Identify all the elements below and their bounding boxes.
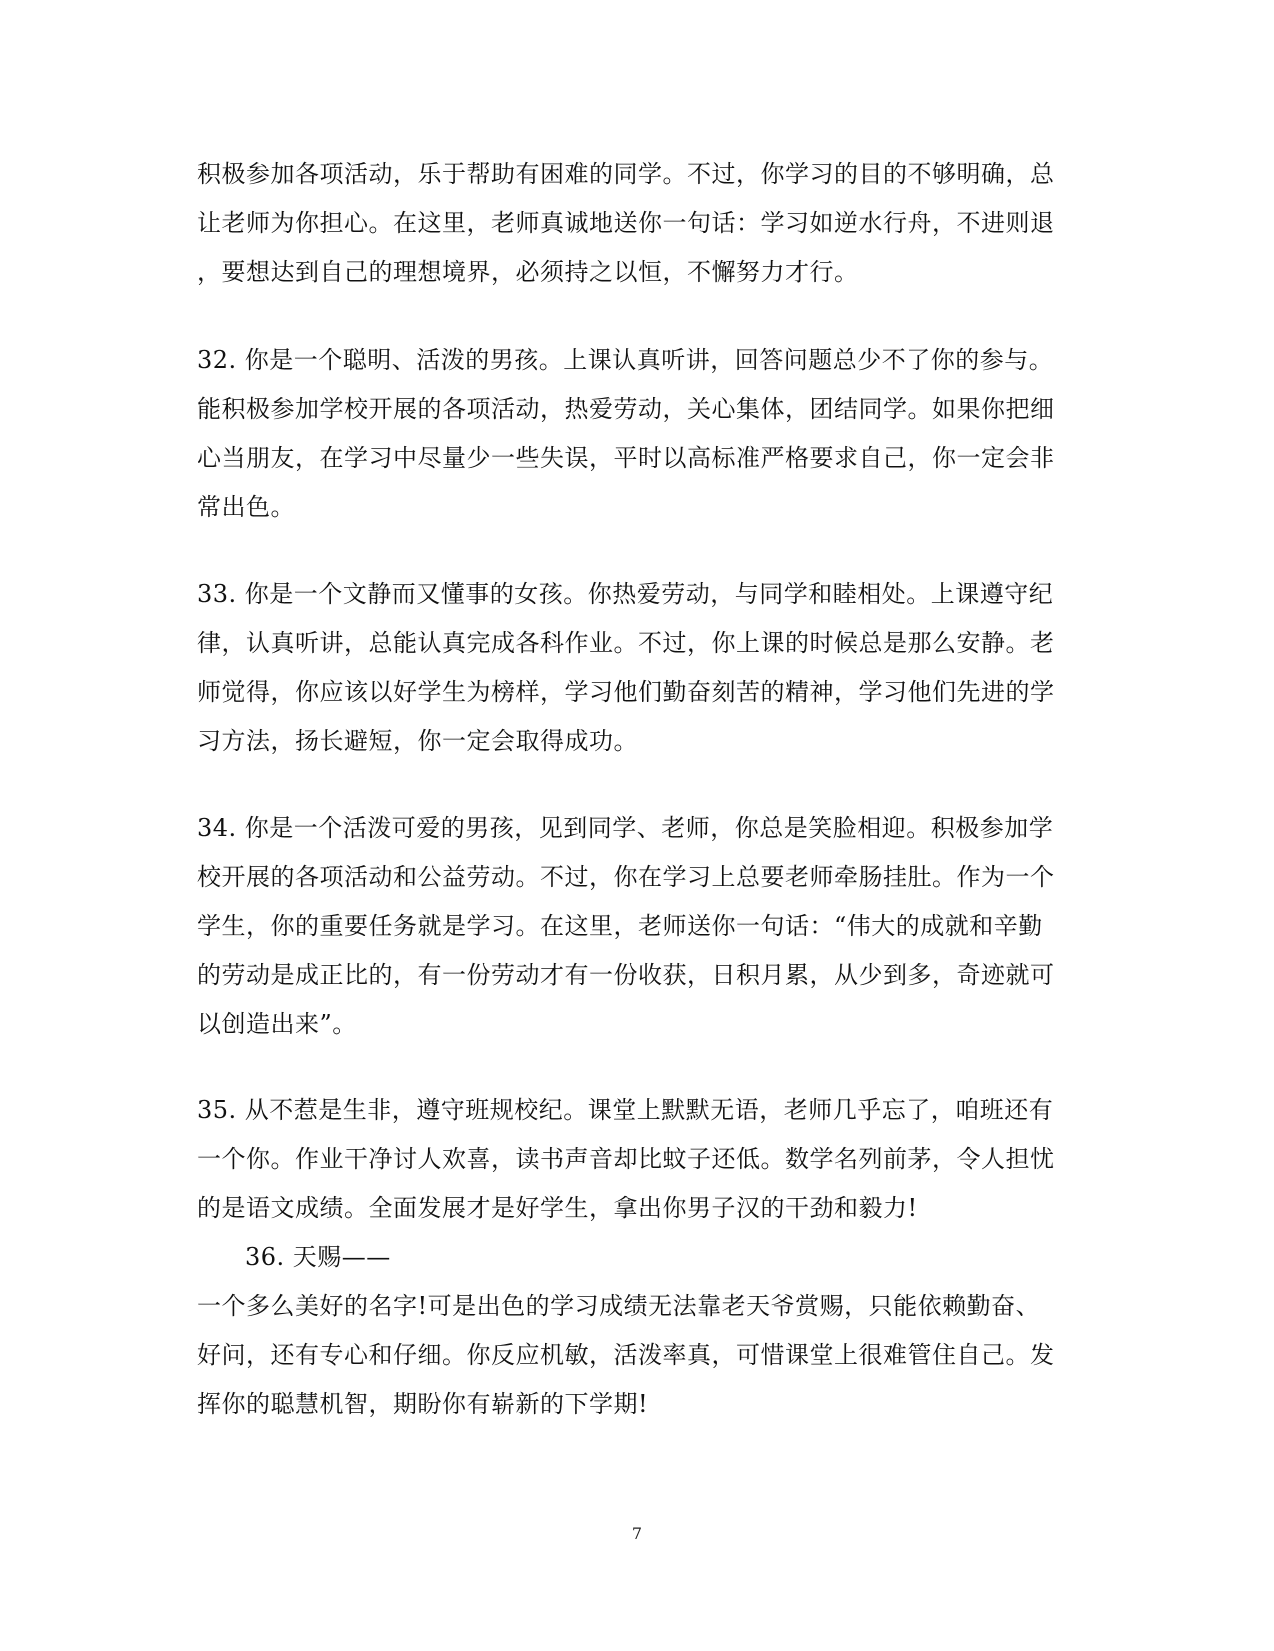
text-line: 35. 从不惹是生非，遵守班规校纪。课堂上默默无语，老师几乎忘了，咱班还有 [197, 1096, 1054, 1124]
text-line: 师觉得，你应该以好学生为榜样，学习他们勤奋刻苦的精神，学习他们先进的学 [197, 678, 1055, 706]
paragraph-32 [197, 336, 1077, 532]
text-line: 心当朋友，在学习中尽量少一些失误，平时以高标准严格要求自己，你一定会非 [197, 444, 1055, 472]
page-number: 7 [631, 1524, 643, 1543]
text-line: 一个多么美好的名字!可是出色的学习成绩无法靠老天爷赏赐，只能依赖勤奋、 [197, 1292, 1041, 1320]
paragraph-36-heading: 36. 天赐—— [245, 1243, 391, 1271]
paragraph-35 [197, 1086, 1077, 1429]
text-line: 积极参加各项活动，乐于帮助有困难的同学。不过，你学习的目的不够明确，总 [197, 160, 1055, 188]
text-line: 一个你。作业干净讨人欢喜，读书声音却比蚊子还低。数学名列前茅，令人担忧 [197, 1145, 1055, 1173]
text-line: 常出色。 [197, 493, 295, 521]
text-line: 33. 你是一个文静而又懂事的女孩。你热爱劳动，与同学和睦相处。上课遵守纪 [197, 580, 1054, 608]
text-line: ，要想达到自己的理想境界，必须持之以恒，不懈努力才行。 [197, 258, 859, 286]
text-line: 32. 你是一个聪明、活泼的男孩。上课认真听讲，回答问题总少不了你的参与。 [197, 346, 1054, 374]
paragraph-33 [197, 570, 1077, 766]
text-line: 以创造出来”。 [197, 1010, 357, 1038]
text-line: 习方法，扬长避短，你一定会取得成功。 [197, 727, 638, 755]
text-line: 能积极参加学校开展的各项活动，热爱劳动，关心集体，团结同学。如果你把细 [197, 395, 1055, 423]
text-line: 挥你的聪慧机智，期盼你有崭新的下学期! [197, 1390, 649, 1418]
paragraph-continuation [197, 150, 1077, 297]
text-line: 学生，你的重要任务就是学习。在这里，老师送你一句话：“伟大的成就和辛勤 [197, 912, 1043, 940]
text-line: 律，认真听讲，总能认真完成各科作业。不过，你上课的时候总是那么安静。老 [197, 629, 1055, 657]
text-line: 好问，还有专心和仔细。你反应机敏，活泼率真，可惜课堂上很难管住自己。发 [197, 1341, 1055, 1369]
text-line: 的是语文成绩。全面发展才是好学生，拿出你男子汉的干劲和毅力! [197, 1194, 918, 1222]
text-line: 34. 你是一个活泼可爱的男孩，见到同学、老师，你总是笑脸相迎。积极参加学 [197, 814, 1054, 842]
text-line: 的劳动是成正比的，有一份劳动才有一份收获，日积月累，从少到多，奇迹就可 [197, 961, 1055, 989]
paragraph-34 [197, 804, 1077, 1049]
text-line: 让老师为你担心。在这里，老师真诚地送你一句话：学习如逆水行舟，不进则退 [197, 209, 1055, 237]
text-line: 校开展的各项活动和公益劳动。不过，你在学习上总要老师牵肠挂肚。作为一个 [197, 863, 1055, 891]
